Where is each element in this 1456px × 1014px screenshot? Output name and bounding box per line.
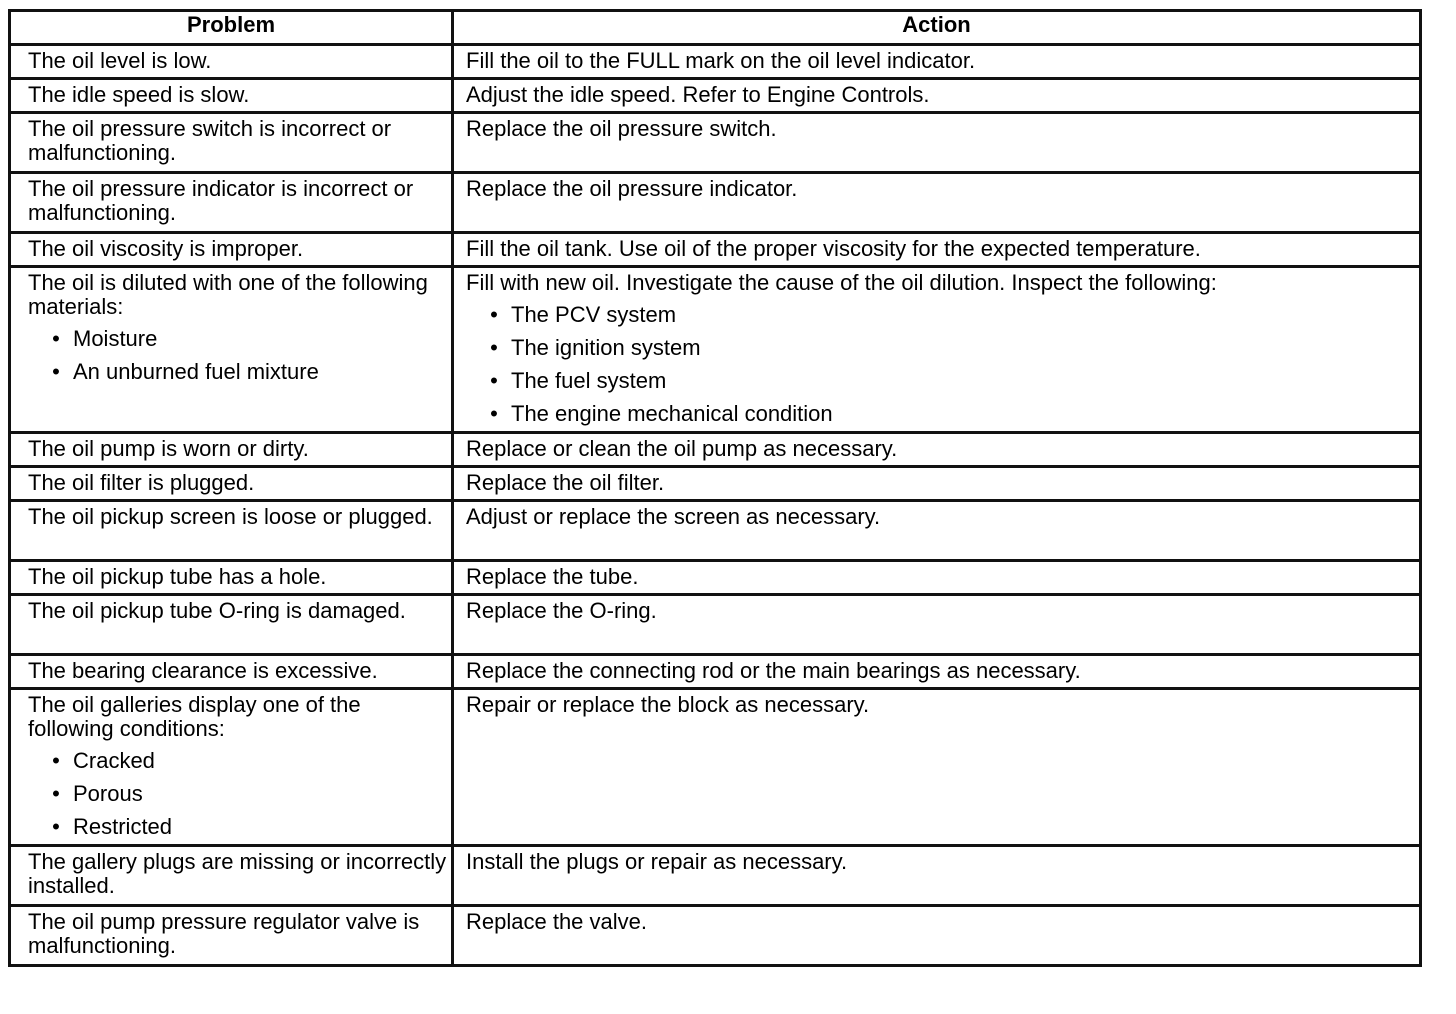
action-column-header: Action <box>453 11 1421 45</box>
action-cell: Replace the oil filter. <box>453 467 1421 501</box>
problem-cell: The oil filter is plugged. <box>10 467 453 501</box>
table-row <box>10 45 1421 79</box>
list-item-text: The PCV system <box>511 302 677 327</box>
list-item-text: Restricted <box>73 814 173 839</box>
action-bullet-list <box>466 303 1414 426</box>
list-item-text: Moisture <box>73 326 158 351</box>
list-item-text: An unburned fuel mixture <box>73 359 319 384</box>
problem-text: The oil is diluted with one of the following materials: <box>28 270 428 319</box>
problem-column-header: Problem <box>10 11 453 45</box>
action-cell: Fill the oil to the FULL mark on the oil level indicator. <box>453 45 1421 79</box>
problem-cell: The oil pickup screen is loose or plugged. <box>10 501 453 561</box>
action-cell: Fill the oil tank. Use oil of the proper viscosity for the expected temperature. <box>453 233 1421 267</box>
problem-cell: The oil pickup tube O-ring is damaged. <box>10 595 453 655</box>
bullet-icon: • <box>490 335 498 360</box>
bullet-icon: • <box>52 781 60 806</box>
bullet-icon: • <box>490 368 498 393</box>
problem-cell: The gallery plugs are missing or incorrectly installed. <box>10 846 453 906</box>
problem-cell <box>10 267 453 433</box>
list-item <box>28 815 447 839</box>
list-item-text: The fuel system <box>511 368 667 393</box>
list-item <box>28 749 447 773</box>
table-row <box>10 595 1421 655</box>
table-row <box>10 113 1421 173</box>
problem-cell: The oil level is low. <box>10 45 453 79</box>
list-item <box>466 402 1414 426</box>
problem-cell: The oil pickup tube has a hole. <box>10 561 453 595</box>
problem-cell: The oil viscosity is improper. <box>10 233 453 267</box>
problem-bullet-list <box>28 749 447 839</box>
action-cell: Adjust or replace the screen as necessary. <box>453 501 1421 561</box>
action-text: Fill with new oil. Investigate the cause of the oil dilution. Inspect the following: <box>466 270 1217 295</box>
bullet-icon: • <box>52 359 60 384</box>
action-cell: Replace or clean the oil pump as necessary. <box>453 433 1421 467</box>
problem-cell: The oil pressure switch is incorrect or malfunctioning. <box>10 113 453 173</box>
table-row <box>10 846 1421 906</box>
action-cell: Replace the connecting rod or the main bearings as necessary. <box>453 655 1421 689</box>
list-item <box>28 360 447 384</box>
diagnosis-table <box>8 9 1422 967</box>
table-row <box>10 267 1421 433</box>
table-row <box>10 906 1421 966</box>
list-item-text: The ignition system <box>511 335 701 360</box>
list-item <box>28 327 447 351</box>
action-cell: Replace the valve. <box>453 906 1421 966</box>
problem-cell: The oil pump pressure regulator valve is malfunctioning. <box>10 906 453 966</box>
list-item <box>466 336 1414 360</box>
list-item-text: The engine mechanical condition <box>511 401 833 426</box>
action-cell <box>453 267 1421 433</box>
problem-bullet-list <box>28 327 447 384</box>
list-item <box>466 369 1414 393</box>
problem-cell: The oil pressure indicator is incorrect or malfunctioning. <box>10 173 453 233</box>
action-cell: Adjust the idle speed. Refer to Engine Controls. <box>453 79 1421 113</box>
bullet-icon: • <box>52 326 60 351</box>
table-row <box>10 433 1421 467</box>
table-row <box>10 655 1421 689</box>
problem-text: The oil galleries display one of the following conditions: <box>28 692 361 741</box>
action-cell: Replace the oil pressure switch. <box>453 113 1421 173</box>
bullet-icon: • <box>490 302 498 327</box>
action-cell: Replace the tube. <box>453 561 1421 595</box>
bullet-icon: • <box>490 401 498 426</box>
bullet-icon: • <box>52 748 60 773</box>
list-item-text: Porous <box>73 781 143 806</box>
table-row <box>10 233 1421 267</box>
problem-cell: The bearing clearance is excessive. <box>10 655 453 689</box>
list-item <box>466 303 1414 327</box>
problem-cell <box>10 689 453 846</box>
action-cell: Replace the O-ring. <box>453 595 1421 655</box>
table-row <box>10 173 1421 233</box>
action-cell: Replace the oil pressure indicator. <box>453 173 1421 233</box>
bullet-icon: • <box>52 814 60 839</box>
table-row <box>10 501 1421 561</box>
problem-cell: The idle speed is slow. <box>10 79 453 113</box>
list-item-text: Cracked <box>73 748 155 773</box>
table-row <box>10 561 1421 595</box>
table-row <box>10 467 1421 501</box>
action-cell: Install the plugs or repair as necessary. <box>453 846 1421 906</box>
action-cell: Repair or replace the block as necessary. <box>453 689 1421 846</box>
list-item <box>28 782 447 806</box>
table-header-row <box>10 11 1421 45</box>
table-row <box>10 689 1421 846</box>
problem-cell: The oil pump is worn or dirty. <box>10 433 453 467</box>
table-row <box>10 79 1421 113</box>
